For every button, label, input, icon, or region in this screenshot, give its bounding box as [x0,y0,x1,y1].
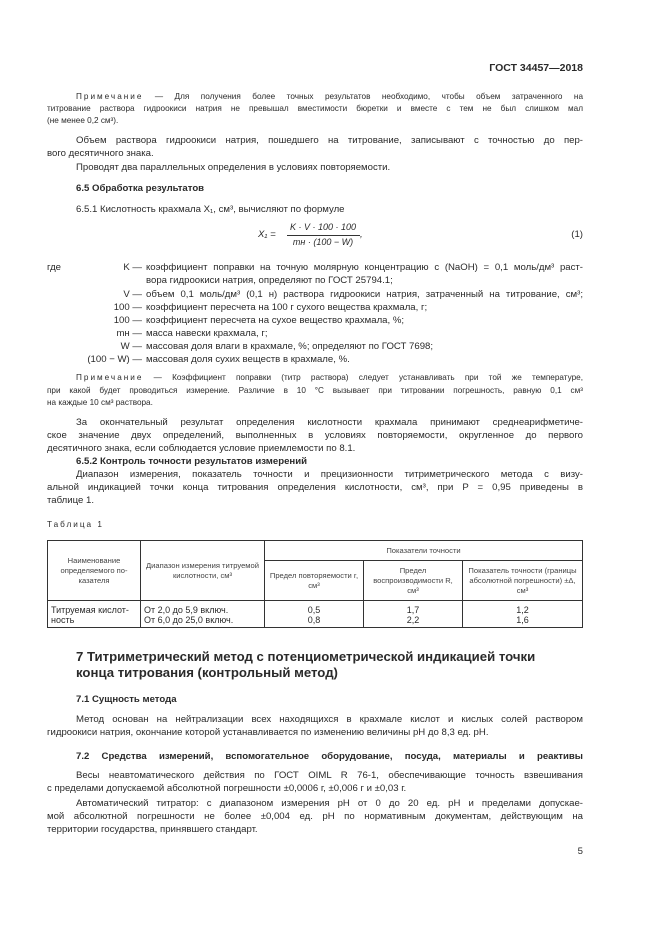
section-heading-6-5: 6.5 Обработка результатов [76,183,205,194]
delta-value: 1,2 [516,605,529,615]
symbol: (100 − W) — [87,354,142,365]
definition: массовая доля влаги в крахмале, %; определяют по ГОСТ 7698; [146,341,434,352]
header-accuracy: Показатель точности (границы абсолютной погрешности) ±Δ, см³ [463,561,583,601]
paragraph-line: Диапазон измерения, показатель точности и прецизионности титриметрического метода с визу- [76,469,583,480]
paragraph-line: таблице 1. [47,495,95,506]
definition: коэффициент поправки на точную молярную концентрацию c (NaOH) = 0,1 моль/дм³ раст- [146,262,583,273]
header-indicator: Наименование определяемого по-казателя [48,541,141,601]
paragraph-line: мой абсолютной погрешности не более ±0,004 ед. pH по нормативным документам, действующим на [47,811,583,822]
section-heading-6-5-2: 6.5.2 Контроль точности результатов измерений [76,456,307,467]
paragraph-line: ское значение двух определений, выполненных в условиях повторяемости, округленное до первого [47,430,583,441]
section-heading-7-2: 7.2 Средства измерений, вспомогательное оборудование, посуда, материалы и реактивы [76,751,583,762]
document-code: ГОСТ 34457—2018 [489,62,583,74]
definition: коэффициент пересчета на 100 г сухого вещества крахмала, г; [146,302,428,313]
page-number: 5 [577,846,583,857]
fraction-bar [287,235,360,236]
paragraph-line: 6.5.1 Кислотность крахмала X₁, см³, вычисляют по формуле [76,204,345,215]
paragraph-line: с пределами допускаемой абсолютной погрешности ±0,0006 г, ±0,006 г и ±0,03 г. [47,783,407,794]
formula-comma: , [360,229,363,240]
paragraph-line: Проводят два параллельных определения в условиях повторяемости. [76,162,391,173]
note-2-line: при какой будет проводиться измерение. Различие в 10 °С вызывает при титровании погрешность, равную 0,1 см³ [47,386,583,395]
cell-r [265,601,364,628]
note-1-line: титрование раствора гидроокиси натрия не превышал вместимости бюретки и вместе с тем не был слишком мал [47,104,583,113]
paragraph-line: Объем раствора гидроокиси натрия, пошедшего на титрование, записывают с точностью до пер- [76,135,583,146]
r-value: 0,5 [307,605,321,615]
section-heading-7: 7 Титриметрический метод с потенциометрической индикацией точки [76,649,536,664]
formula-denominator: mн · (100 − W) [292,237,354,247]
R-value: 1,7 [406,605,420,615]
cell-delta [463,601,583,628]
paragraph-line: территории государства, принявшего стандарт. [47,824,258,835]
note-text: — Для получения более точных результатов необходимо, чтобы объем затраченного на [154,92,583,101]
note-1-line: (не менее 0,2 см³). [47,116,119,125]
range-value: От 2,0 до 5,9 включ. [144,605,229,615]
symbol: 100 — [113,315,142,326]
formula-lhs: X₁ = [258,229,276,240]
formula-number: (1) [571,229,583,240]
paragraph-line: десятичного знака, если соблюдается условие приемлемости по 8.1. [47,443,356,454]
header-range: Диапазон измерения титруемой кислотности, см³ [141,541,265,601]
paragraph-line: За окончательный результат определения кислотности крахмала принимают среднеарифметиче- [76,417,583,428]
definition: объем 0,1 моль/дм³ (0,1 н) раствора гидроокиси натрия, затраченный на титрование, см³; [146,289,583,300]
section-heading-7-1: 7.1 Сущность метода [76,694,177,705]
paragraph-line: Метод основан на нейтрализации всех находящихся в крахмале кислот и кислых солей раствором [76,714,583,725]
note-text: — Коэффициент поправки (титр раствора) следует устанавливать при той же температуре, [153,373,583,382]
cell-range [141,601,265,628]
table-caption: Таблица 1 [47,520,104,529]
symbol: V — [123,289,142,300]
header-repeatability: Предел повторяемости r, см³ [265,561,364,601]
paragraph-line: Автоматический титратор: с диапазоном измерения pH от 0 до 20 ед. pH и пределами допускае- [76,798,583,809]
paragraph-line: вого десятичного знака. [47,148,154,159]
delta-value: 1,6 [516,615,529,625]
range-value: От 6,0 до 25,0 включ. [144,615,234,625]
cell-name: Титруемая кислот-ность [48,601,141,628]
header-reproducibility: Предел воспроизводимости R, см³ [364,561,463,601]
cell-R [364,601,463,628]
note-label: Примечание [76,373,144,382]
paragraph-line: альной индикацией точки конца титрования определения кислотности, см³, при P = 0,95 приведены в [47,482,583,493]
symbol: W — [120,341,142,352]
paragraph-line: гидроокиси натрия, окончание которой устанавливается по изменению величины pH до 8,3 ед. pH. [47,727,489,738]
note-2-line [76,372,583,384]
r-value: 0,8 [307,615,321,625]
paragraph-line: Весы неавтоматического действия по ГОСТ OIML R 76-1, обеспечивающие точность взвешивания [76,770,583,781]
note-label: Примечание [76,92,144,101]
header-precision-group: Показатели точности [265,541,583,561]
R-value: 2,2 [406,615,420,625]
section-heading-7-cont: конца титрования (контрольный метод) [76,665,338,680]
definition: массовая доля сухих веществ в крахмале, %. [146,354,350,365]
where-label: где [47,262,62,273]
definition: масса навески крахмала, г; [146,328,268,339]
symbol: 100 — [113,302,142,313]
definition: вора гидроокиси натрия, определяют по ГОСТ 25794.1; [146,275,393,286]
formula-numerator: K · V · 100 · 100 [289,222,357,232]
definition: коэффициент пересчета на сухое вещество крахмала, %; [146,315,405,326]
table-row [48,601,583,628]
precision-table [47,540,583,628]
symbol: K — [123,262,142,273]
note-1-line [76,91,583,103]
symbol: mн — [116,328,142,339]
note-2-line: на каждые 10 см³ раствора. [47,398,153,407]
